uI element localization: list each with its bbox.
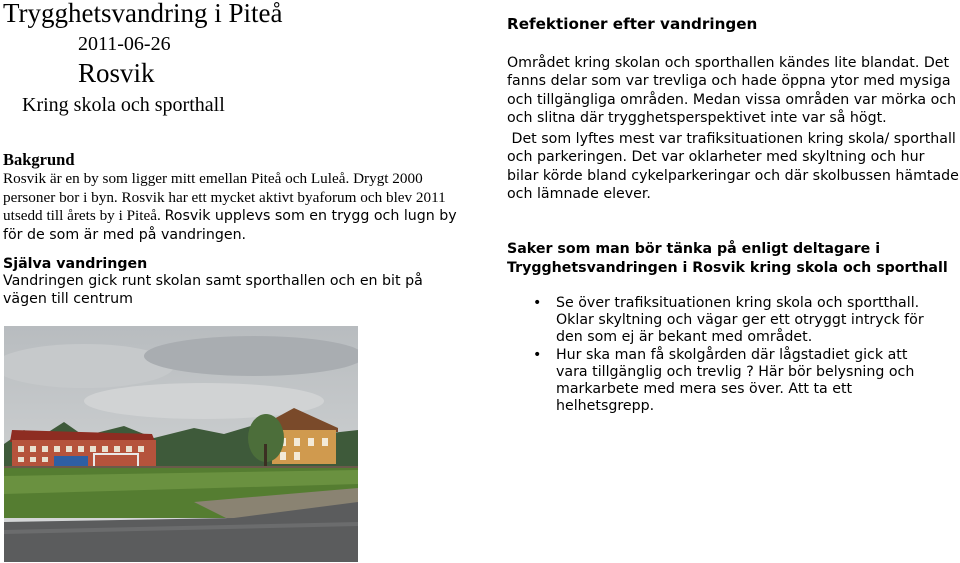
points-heading-line1: Saker som man bör tänka på enligt deltagare i — [507, 241, 881, 257]
recommendations-list — [511, 295, 941, 415]
list-item — [511, 295, 941, 347]
background-heading: Bakgrund — [3, 150, 75, 169]
points-heading-line2: Trygghetsvandringen i Rosvik kring skola och sporthall — [507, 260, 948, 276]
background-text-part1: Rosvik är en by som ligger mitt emellan Piteå och Luleå. Drygt 2000 personer bor i byn. Rosvik har ett mycket aktivt byaforum och blev 2011 utsedd till årets by i Piteå. — [3, 170, 446, 224]
reflections-heading: Refektioner efter vandringen — [507, 15, 758, 33]
background-text-part2: Rosvik upplevs som en trygg och lugn by för de som är med på vandringen. — [3, 208, 457, 243]
document-date: 2011-06-26 — [78, 33, 171, 55]
list-item-text: Hur ska man få skolgården där lågstadiet gick att vara tillgänglig och trevlig ? Här bör belysning och markarbete med mera ses över. Att ta ett helhetsgrepp. — [556, 346, 915, 415]
place-name: Rosvik — [78, 58, 155, 88]
reflections-paragraph-1: Området kring skolan och sporthallen kändes lite blandat. Det fanns delar som var trevliga och hade öppna ytor med mysiga och tillgängliga områden. Medan vissa områden var mörka och och slitna där trygghetsperspektivet inte var så högt. — [507, 55, 957, 127]
bullet-icon: • — [533, 295, 542, 311]
reflections-paragraph-2: Det som lyftes mest var trafiksituationen kring skola/ sporthall och parkeringen. Det var oklarheter med skyltning och hur bilar körde bland cykelparkeringar och där skolbussen hämtade och lämnade elever. — [507, 131, 959, 203]
walk-heading: Själva vandringen — [3, 256, 148, 272]
list-item — [511, 347, 941, 416]
walk-text: Vandringen gick runt skolan samt sporthallen och en bit på vägen till centrum — [3, 273, 423, 307]
site-photo — [4, 326, 358, 562]
document-subtitle: Kring skola och sporthall — [22, 94, 225, 116]
document-title: Trygghetsvandring i Piteå — [3, 0, 283, 28]
points-heading — [507, 240, 959, 278]
background-text — [3, 170, 469, 244]
bullet-icon: • — [533, 346, 542, 363]
list-item-text: Se över trafiksituationen kring skola och sportthall. Oklar skyltning och vägar ger ett otryggt intryck för den som ej är bekant med området. — [556, 295, 924, 346]
